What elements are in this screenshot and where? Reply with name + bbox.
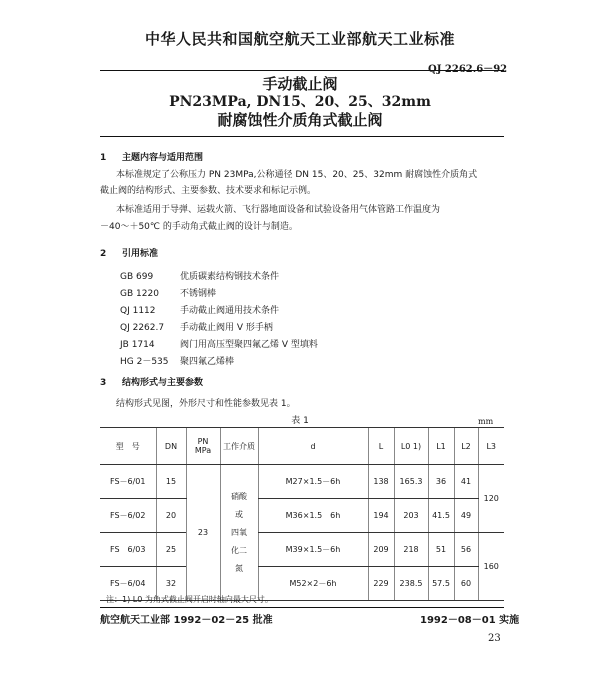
- approval-line: 航空航天工业部 1992－02－25 批准: [100, 615, 273, 626]
- section-1-heading: 1 主题内容与适用范围: [100, 153, 204, 163]
- cell-L0: 238.5: [394, 567, 428, 601]
- effective-date: 1992－08－01 实施: [420, 615, 520, 626]
- cell-L0: 203: [394, 499, 428, 533]
- cell-L1: 57.5: [428, 567, 454, 601]
- table-row: [100, 533, 504, 567]
- cell-dn: 15: [156, 465, 186, 499]
- col-header-d: d: [258, 428, 368, 465]
- page-number: 23: [488, 633, 501, 644]
- doc-title-line1: 手动截止阀: [262, 75, 338, 93]
- doc-title-line3: 耐腐蚀性介质角式截止阀: [217, 111, 383, 129]
- section-1-para1-line1: 本标准规定了公称压力 PN 23MPa,公称通径 DN 15、20、25、32mm 耐腐蚀性介质角式: [116, 170, 478, 180]
- col-header-model: 型 号: [100, 428, 156, 465]
- cell-L: 138: [368, 465, 394, 499]
- section-3-heading: 3 结构形式与主要参数: [100, 378, 204, 388]
- cell-L1: 36: [428, 465, 454, 499]
- table-row: [100, 465, 504, 499]
- section-3-para: 结构形式见图，外形尺寸和性能参数见表 1。: [116, 399, 296, 409]
- col-header-L1: L1: [428, 428, 454, 465]
- standard-number: QJ 2262.6－92: [428, 64, 508, 75]
- table-header-row: [100, 428, 504, 465]
- cell-medium: 硝酸 或 四氧 化二 氮: [220, 465, 258, 601]
- cell-L: 229: [368, 567, 394, 601]
- cell-model: FS－6/01: [100, 465, 156, 499]
- section-1-para2-line2: －40～＋50℃ 的手动角式截止阀的设计与制造。: [100, 222, 298, 232]
- col-header-L2: L2: [454, 428, 478, 465]
- footer-rule: [100, 607, 504, 608]
- col-header-pn: PN MPa: [186, 428, 220, 465]
- col-header-L: L: [368, 428, 394, 465]
- reference-item: JB 1714 阀门用高压型聚四氟乙烯 V 型填料: [120, 340, 318, 350]
- cell-pn: 23: [186, 465, 220, 601]
- col-header-L3: L3: [478, 428, 504, 465]
- cell-L: 209: [368, 533, 394, 567]
- reference-item: QJ 2262.7 手动截止阀用 V 形手柄: [120, 323, 273, 333]
- col-header-dn: DN: [156, 428, 186, 465]
- cell-L: 194: [368, 499, 394, 533]
- cell-d: M27×1.5－6h: [258, 465, 368, 499]
- cell-L0: 218: [394, 533, 428, 567]
- cell-model: FS－6/02: [100, 499, 156, 533]
- cell-L2: 56: [454, 533, 478, 567]
- reference-item: HG 2－535 聚四氟乙烯棒: [120, 357, 235, 367]
- cell-L1: 51: [428, 533, 454, 567]
- cell-L1: 41.5: [428, 499, 454, 533]
- col-header-medium: 工作介质: [220, 428, 258, 465]
- title-rule: [100, 136, 504, 137]
- reference-item: GB 699 优质碳素结构钢技术条件: [120, 272, 280, 282]
- reference-item: QJ 1112 手动截止阀通用技术条件: [120, 306, 280, 316]
- cell-L2: 60: [454, 567, 478, 601]
- cell-d: M36×1.5 6h: [258, 499, 368, 533]
- cell-dn: 20: [156, 499, 186, 533]
- doc-title-line2: PN23MPa, DN15、20、25、32mm: [169, 94, 431, 110]
- table-caption: 表 1: [291, 416, 309, 426]
- table-row: [100, 499, 504, 533]
- table-footnote: 注：1) L0 为角式截止阀开启时轴向最大尺寸。: [106, 595, 273, 604]
- cell-d: M52×2－6h: [258, 567, 368, 601]
- cell-dn: 25: [156, 533, 186, 567]
- cell-L2: 41: [454, 465, 478, 499]
- section-2-heading: 2 引用标准: [100, 249, 159, 259]
- cell-d: M39×1.5－6h: [258, 533, 368, 567]
- col-header-L0: L0 1): [394, 428, 428, 465]
- cell-L0: 165.3: [394, 465, 428, 499]
- org-title: 中华人民共和国航空航天工业部航天工业标准: [144, 30, 455, 48]
- cell-model: FS－6/04: [100, 567, 156, 601]
- cell-model: FS 6/03: [100, 533, 156, 567]
- header-rule: [100, 70, 504, 71]
- cell-L3: 120: [478, 465, 504, 533]
- spec-table: [100, 427, 504, 601]
- reference-item: GB 1220 不锈钢棒: [120, 289, 217, 299]
- cell-dn: 32: [156, 567, 186, 601]
- cell-L2: 49: [454, 499, 478, 533]
- section-1-para1-line2: 截止阀的结构形式、主要参数、技术要求和标记示例。: [100, 186, 317, 196]
- cell-L3: 160: [478, 533, 504, 601]
- section-1-para2-line1: 本标准适用于导弹、运载火箭、飞行器地面设备和试验设备用气体管路工作温度为: [116, 205, 441, 215]
- table-unit: mm: [478, 417, 494, 426]
